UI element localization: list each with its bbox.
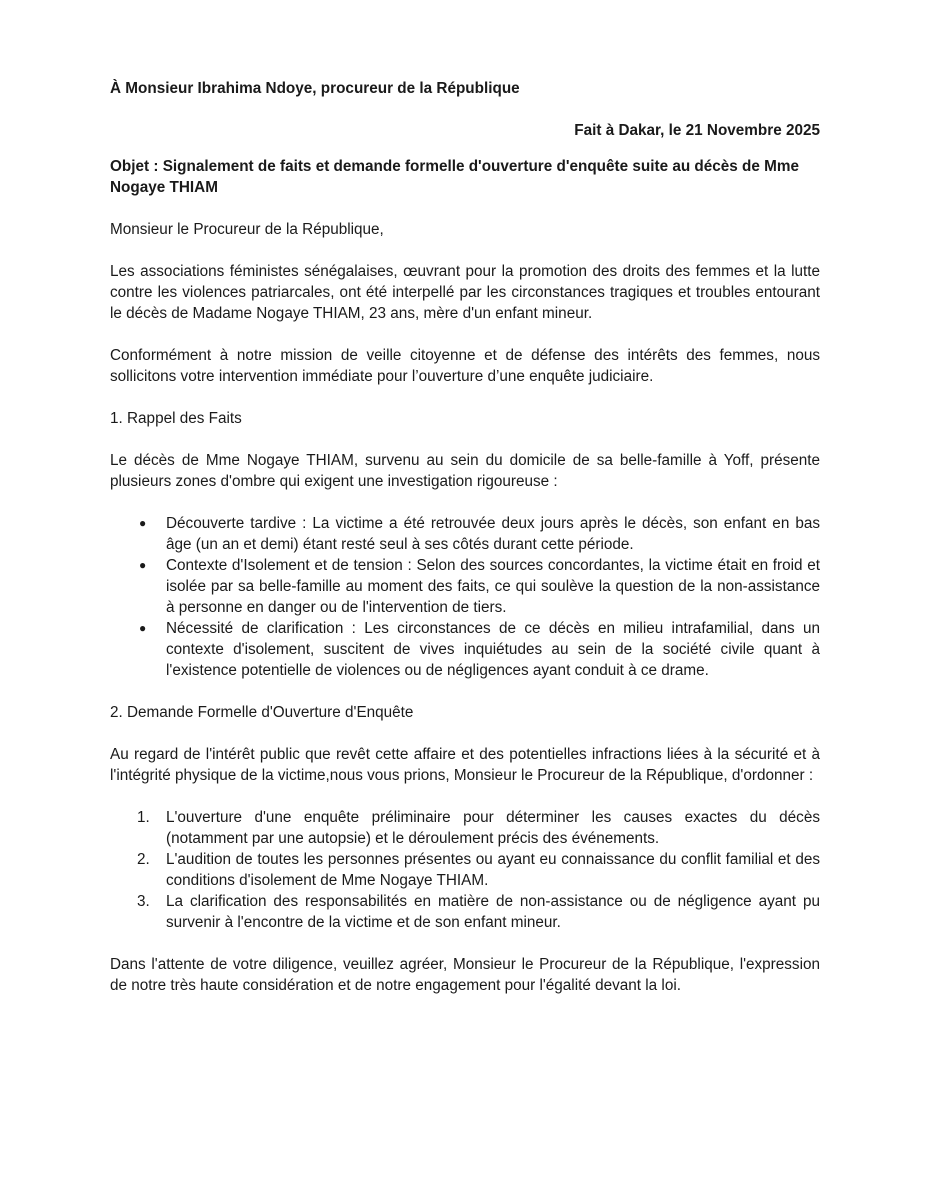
list-item: [110, 513, 820, 555]
intro-paragraph: Les associations féministes sénégalaises, œuvrant pour la promotion des droits des femmes et la lutte contre les violences patriarcales, ont été interpellé par les circonstances tragiques et troubles entourant le décès de Madame Nogaye THIAM, 23 ans, mère d'un enfant mineur.: [110, 263, 820, 322]
item-text: L'audition de toutes les personnes présentes ou ayant eu connaissance du conflit familial et des conditions d'isolement de Mme Nogaye THIAM.: [166, 851, 820, 889]
item-text: La clarification des responsabilités en matière de non-assistance ou de négligence ayant pu survenir à l'encontre de la victime et de son enfant mineur.: [166, 893, 820, 931]
item-number: 1.: [137, 809, 150, 826]
facts-bullet-list: [110, 513, 820, 681]
item-text: L'ouverture d'une enquête préliminaire pour déterminer les causes exactes du décès (notamment par une autopsie) et le déroulement précis des événements.: [166, 809, 820, 847]
bullet-icon: ●: [139, 516, 147, 530]
subject-line: Objet : Signalement de faits et demande formelle d'ouverture d'enquête suite au décès de Mme Nogaye THIAM: [110, 158, 800, 196]
bullet-text: Nécessité de clarification : Les circonstances de ce décès en milieu intrafamilial, dans un contexte d'isolement, suscitent de vives inquiétudes au sein de la société civile quant à l'existence potentielle de violences ou de négligences ayant conduit à ce drame.: [166, 620, 820, 679]
section-title-request: 2. Demande Formelle d'Ouverture d'Enquête: [110, 704, 414, 721]
request-intro: Au regard de l'intérêt public que revêt cette affaire et des potentielles infractions liées à la sécurité et à l'intégrité physique de la victime,nous vous prions, Monsieur le Procureur de la République, d'ordonner :: [110, 746, 820, 784]
list-item: [110, 555, 820, 618]
bullet-text: Découverte tardive : La victime a été retrouvée deux jours après le décès, son enfant en bas âge (un an et demi) étant resté seul à ses côtés durant cette période.: [166, 515, 820, 553]
list-item: [110, 891, 820, 933]
request-numbered-list: [110, 807, 820, 933]
bullet-icon: ●: [139, 558, 147, 572]
list-item: [110, 618, 820, 681]
list-item: [110, 807, 820, 849]
date-line: Fait à Dakar, le 21 Novembre 2025: [574, 122, 820, 139]
intro-paragraph: Conformément à notre mission de veille citoyenne et de défense des intérêts des femmes, nous sollicitons votre intervention immédiate pour l’ouverture d’une enquête judiciaire.: [110, 347, 820, 385]
salutation: Monsieur le Procureur de la République,: [110, 221, 384, 238]
bullet-text: Contexte d'Isolement et de tension : Selon des sources concordantes, la victime était en froid et isolée par sa belle-famille au moment des faits, ce qui soulève la question de la non-assistance à personne en danger ou de l'intervention de tiers.: [166, 557, 820, 616]
facts-intro: Le décès de Mme Nogaye THIAM, survenu au sein du domicile de sa belle-famille à Yoff, présente plusieurs zones d'ombre qui exigent une investigation rigoureuse :: [110, 452, 820, 490]
bullet-icon: ●: [139, 621, 147, 635]
section-title-facts: 1. Rappel des Faits: [110, 410, 242, 427]
list-item: [110, 849, 820, 891]
letter-page: [110, 78, 820, 1017]
addressee-line: À Monsieur Ibrahima Ndoye, procureur de la République: [110, 80, 520, 97]
item-number: 2.: [137, 851, 150, 868]
item-number: 3.: [137, 893, 150, 910]
closing-paragraph: Dans l'attente de votre diligence, veuillez agréer, Monsieur le Procureur de la République, l'expression de notre très haute considération et de notre engagement pour l'égalité devant la loi.: [110, 956, 820, 994]
